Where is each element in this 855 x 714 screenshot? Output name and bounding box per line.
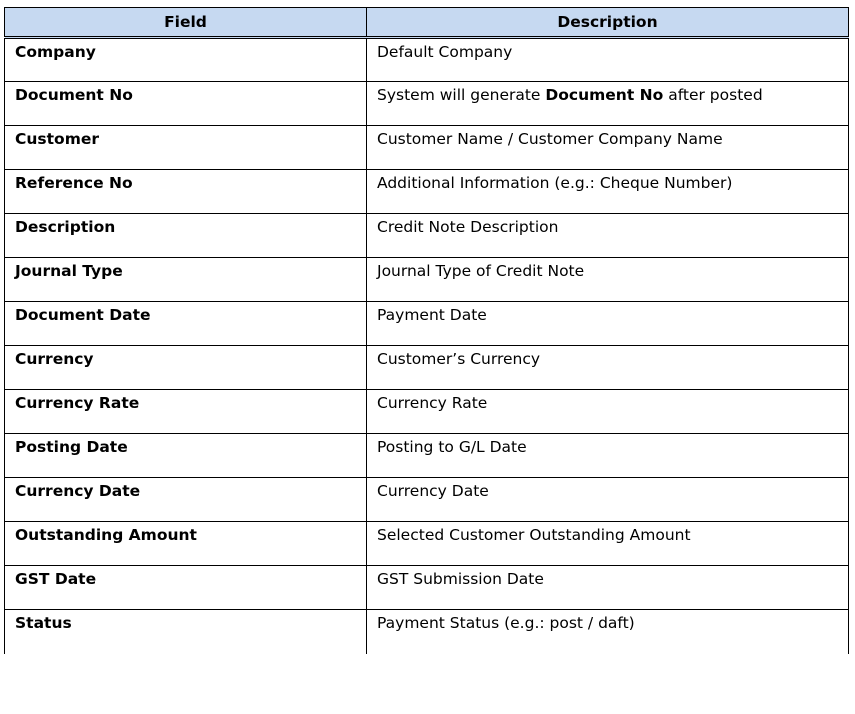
description-cell: Currency Rate [367, 390, 849, 434]
description-cell: Default Company [367, 38, 849, 82]
description-cell: Additional Information (e.g.: Cheque Number) [367, 170, 849, 214]
field-cell: Document No [5, 82, 367, 126]
description-text: System will generate [377, 86, 546, 104]
table-row [5, 390, 849, 434]
description-cell: Posting to G/L Date [367, 434, 849, 478]
field-cell: Currency Rate [5, 390, 367, 434]
field-cell: Outstanding Amount [5, 522, 367, 566]
field-cell: GST Date [5, 566, 367, 610]
description-cell: GST Submission Date [367, 566, 849, 610]
field-cell: Reference No [5, 170, 367, 214]
field-cell: Company [5, 38, 367, 82]
field-cell: Customer [5, 126, 367, 170]
description-cell: Payment Date [367, 302, 849, 346]
description-cell [367, 82, 849, 126]
field-cell: Status [5, 610, 367, 654]
table-header-row [5, 8, 849, 38]
table-row [5, 434, 849, 478]
description-cell: Selected Customer Outstanding Amount [367, 522, 849, 566]
table-row [5, 522, 849, 566]
table-row [5, 258, 849, 302]
table-row [5, 346, 849, 390]
field-cell: Currency [5, 346, 367, 390]
field-description-table [4, 7, 849, 654]
description-cell: Payment Status (e.g.: post / daft) [367, 610, 849, 654]
table-row [5, 566, 849, 610]
description-cell: Credit Note Description [367, 214, 849, 258]
description-bold-text: Document No [545, 86, 664, 104]
table-row [5, 126, 849, 170]
field-cell: Posting Date [5, 434, 367, 478]
description-column-header: Description [367, 8, 849, 38]
field-cell: Currency Date [5, 478, 367, 522]
table-row [5, 82, 849, 126]
description-cell: Journal Type of Credit Note [367, 258, 849, 302]
description-cell: Currency Date [367, 478, 849, 522]
table-row [5, 170, 849, 214]
table-row [5, 610, 849, 654]
description-text: after posted [663, 86, 763, 104]
field-column-header: Field [5, 8, 367, 38]
table-row [5, 38, 849, 82]
field-cell: Journal Type [5, 258, 367, 302]
table-row [5, 302, 849, 346]
field-cell: Description [5, 214, 367, 258]
table-row [5, 478, 849, 522]
description-cell: Customer’s Currency [367, 346, 849, 390]
description-cell: Customer Name / Customer Company Name [367, 126, 849, 170]
field-cell: Document Date [5, 302, 367, 346]
table-row [5, 214, 849, 258]
